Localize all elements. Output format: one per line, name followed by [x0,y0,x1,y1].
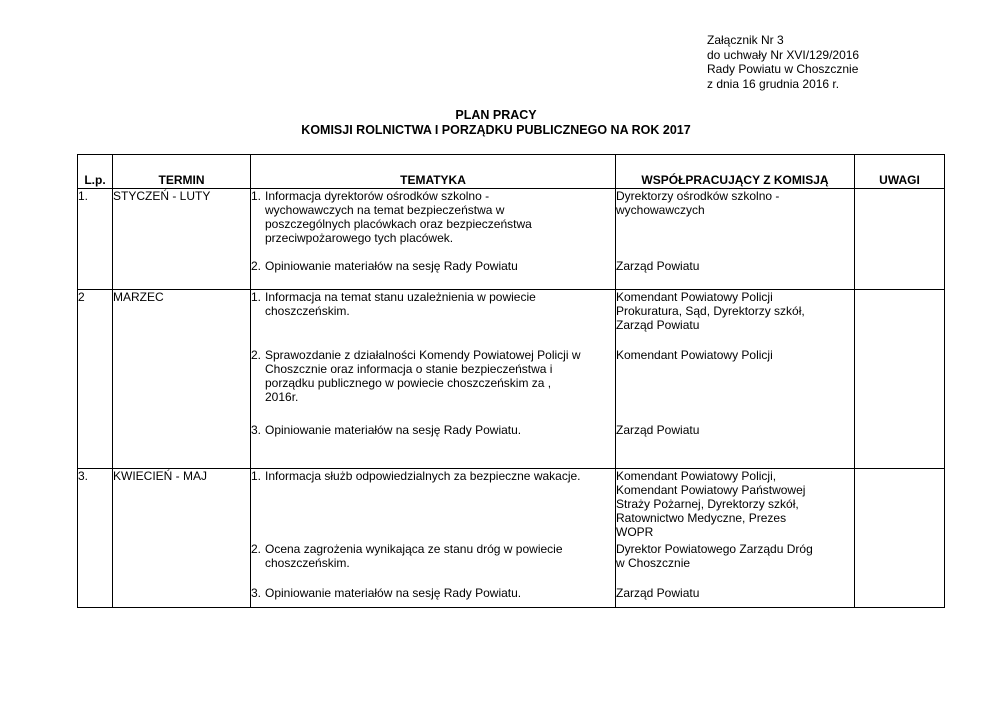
topic-line: Opiniowanie materiałów na sesję Rady Powiatu. [265,423,522,437]
topic-line: Sprawozdanie z działalności Komendy Powiatowej Policji w [265,348,581,362]
topic-line: Informacja służb odpowiedzialnych za bezpieczne wakacje. [265,469,581,483]
work-plan-table [77,154,945,608]
topic-line: przeciwpożarowego tych placówek. [265,231,454,245]
coop-line: wychowawczych [616,203,705,217]
topic-number: 1. [251,469,262,483]
topic-number: 1. [251,189,262,203]
coop-line: Zarząd Powiatu [616,423,700,437]
topic-item [251,423,615,437]
row-notes [855,290,945,469]
header-term: TERMIN [113,155,251,189]
topic-item [251,542,615,586]
coop-line: Dyrektorzy ośrodków szkolno - [616,189,780,203]
row-notes [855,469,945,608]
coop-line: Dyrektor Powiatowego Zarządu Dróg [616,542,813,556]
header-lp: L.p. [78,155,113,189]
topic-line: Informacja na temat stanu uzależnienia w powiecie [265,290,536,304]
topic-item [251,348,615,423]
table-row [78,189,945,290]
coop-block [616,348,854,423]
row-term: STYCZEŃ - LUTY [113,189,251,290]
coop-line: Ratownictwo Medyczne, Prezes [616,511,787,525]
topic-line: Choszcznie oraz informacja o stanie bezpieczeństwa i [265,362,553,376]
annex-note [707,33,859,91]
coop-line: Komendant Powiatowy Państwowej [616,483,806,497]
row-topics [251,189,616,290]
row-coop [616,290,855,469]
topic-line: choszczeńskim. [265,556,350,570]
topic-line: choszczeńskim. [265,304,350,318]
topic-item [251,586,615,600]
coop-line: Komendant Powiatowy Policji [616,348,773,362]
topic-item [251,259,615,273]
coop-block [616,259,854,273]
annex-line: z dnia 16 grudnia 2016 r. [707,76,840,91]
coop-line: Straży Pożarnej, Dyrektorzy szkół, [616,497,799,511]
topic-item [251,189,615,259]
coop-line: Komendant Powiatowy Policji, [616,469,777,483]
row-lp: 2 [78,290,113,469]
table-row [78,469,945,608]
annex-line: do uchwały Nr XVI/129/2016 [707,47,860,62]
coop-block [616,542,854,586]
topic-number: 2. [251,259,262,273]
row-lp: 1. [78,189,113,290]
topic-number: 2. [251,542,262,556]
topic-line: 2016r. [265,390,299,404]
table-row [78,290,945,469]
coop-line: Zarząd Powiatu [616,586,700,600]
row-lp: 3. [78,469,113,608]
topic-number: 1. [251,290,262,304]
header-coop: WSPÓŁPRACUJĄCY Z KOMISJĄ [616,155,855,189]
row-topics [251,290,616,469]
row-notes [855,189,945,290]
coop-line: w Choszcznie [616,556,691,570]
topic-item [251,469,615,542]
coop-line: WOPR [616,525,654,539]
coop-line: Zarząd Powiatu [616,259,700,273]
coop-line: Prokuratura, Sąd, Dyrektorzy szkół, [616,304,805,318]
topic-line: Ocena zagrożenia wynikająca ze stanu dróg w powiecie [265,542,563,556]
header-topic: TEMATYKA [251,155,616,189]
topic-line: Opiniowanie materiałów na sesję Rady Powiatu. [265,586,522,600]
table-header-row [78,155,945,189]
annex-line: Załącznik Nr 3 [707,33,784,47]
topic-line: Informacja dyrektorów ośrodków szkolno - [265,189,490,203]
coop-block [616,423,854,437]
topic-number: 3. [251,423,262,437]
coop-block [616,469,854,542]
row-term: MARZEC [113,290,251,469]
topic-line: porządku publicznego w powiecie choszczeńskim za , [265,376,552,390]
topic-line: Opiniowanie materiałów na sesję Rady Powiatu [265,259,518,273]
row-term: KWIECIEŃ - MAJ [113,469,251,608]
row-coop [616,469,855,608]
annex-line: Rady Powiatu w Choszcznie [707,62,859,76]
document-subtitle: KOMISJI ROLNICTWA I PORZĄDKU PUBLICZNEGO NA ROK 2017 [301,123,691,137]
row-topics [251,469,616,608]
coop-line: Komendant Powiatowy Policji [616,290,773,304]
coop-block [616,189,854,259]
document-title: PLAN PRACY [455,108,537,122]
coop-line: Zarząd Powiatu [616,318,700,332]
topic-item [251,290,615,348]
header-notes: UWAGI [855,155,945,189]
coop-block [616,586,854,600]
topic-line: wychowawczych na temat bezpieczeństwa w [265,203,505,217]
row-coop [616,189,855,290]
topic-number: 3. [251,586,262,600]
topic-number: 2. [251,348,262,362]
coop-block [616,290,854,348]
topic-line: poszczególnych placówkach oraz bezpieczeństwa [265,217,532,231]
